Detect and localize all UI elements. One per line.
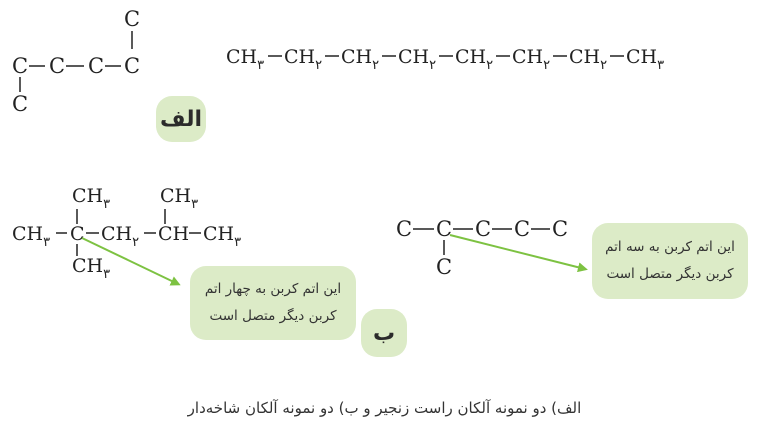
unit-8: $CH_۳$ [626,46,665,73]
atom-chain-4: C [513,217,531,241]
label-b-badge [361,309,407,357]
unit-5: $CH_۲$ [455,46,494,73]
atom-chain-1: C [395,217,413,241]
unit-1: $CH_۳$ [226,46,265,73]
linear-alkane-a [226,46,664,73]
atom-chain-2: C [435,217,453,241]
atom-chain-5: C [551,217,569,241]
atom-chain-2: C [48,54,66,78]
unit-7: $CH_۲$ [569,46,608,73]
atom-bottom: C [11,92,29,116]
methyl-top-2: $CH_۳$ [160,185,199,212]
note-four-bonds [190,266,356,340]
atom-top: C [123,7,141,31]
unit-4: $CH_۲$ [398,46,437,73]
branched-alkane-b-right [396,217,568,279]
atom-c5: $CH_۳$ [203,223,242,250]
unit-3: $CH_۲$ [341,46,380,73]
atom-chain-3: C [87,54,105,78]
note-three-bonds [592,223,748,299]
atom-chain-3: C [474,217,492,241]
atom-bottom: C [435,255,453,279]
figure-caption: الف) دو نمونه آلکان راست زنجیر و ب) دو نمونه آلکان شاخه‌دار [187,399,582,417]
methyl-top-1: $CH_۳$ [72,185,111,212]
methyl-bottom: $CH_۳$ [72,255,111,282]
unit-6: $CH_۲$ [512,46,551,73]
note-four-bonds-text: این اتم کربن به چهار اتم کربن دیگر متصل است [204,281,342,324]
atom-c3: $CH_۲$ [101,223,140,250]
branched-alkane-a [12,7,140,116]
atom-chain-1: C [11,54,29,78]
atom-c4: CH [158,223,190,245]
note-three-bonds-text: این اتم کربن به سه اتم کربن دیگر متصل است [605,239,735,282]
unit-2: $CH_۲$ [284,46,323,73]
atom-chain-4: C [123,54,141,78]
atom-c1: $CH_۳$ [12,223,51,250]
label-a-badge [156,96,206,142]
label-b: ب [372,320,396,346]
label-a: الف [160,106,203,132]
atom-c2: C [70,223,85,245]
